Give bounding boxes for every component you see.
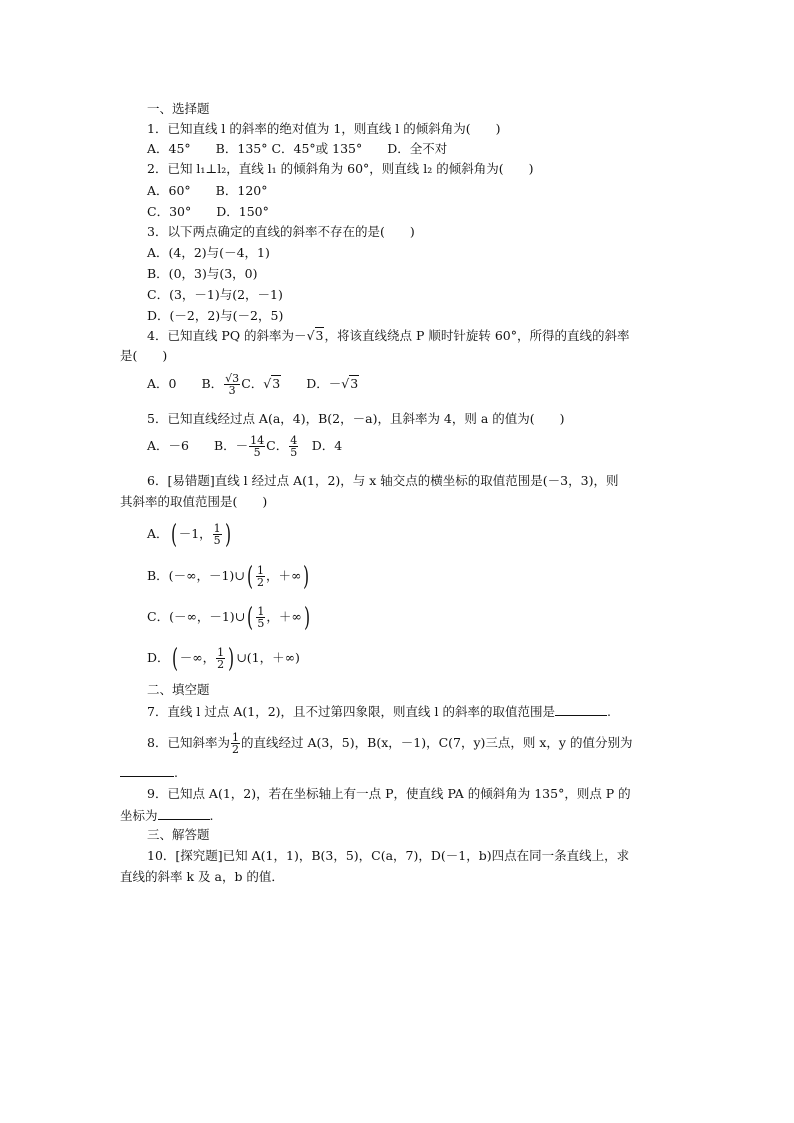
q6-stem-line1: 6．[易错题]直线 l 经过点 A(1，2)，与 x 轴交点的横坐标的取值范围是(－3，3)，则 (147, 473, 619, 488)
q4-sqrt: √3 (306, 328, 324, 343)
q6-option-c-lparen: ( (247, 602, 254, 633)
q4-sqrt-c-radicand: 3 (272, 376, 281, 391)
q6-option-c-post: ，＋∞ (266, 609, 302, 624)
q4-stem-post: ，将该直线绕点 P 顺时针旋转 60°，所得的直线的斜率 (324, 328, 630, 343)
q4-sqrt-c: √3 (263, 376, 281, 391)
q6-option-b-post: ，＋∞ (265, 568, 302, 583)
q5-option-d: D．4 (299, 438, 343, 453)
q6-option-a-label: A． (147, 526, 169, 541)
q5-fraction-c-den: 5 (290, 446, 298, 459)
q8-post: 的直线经过 A(3，5)，B(x，－1)，C(7，y)三点，则 x，y 的值分别为 (240, 735, 633, 750)
q6-option-a-inner: －1， (178, 526, 212, 541)
q6-option-c-den: 5 (257, 617, 265, 630)
q6-option-d-fraction (216, 647, 225, 670)
q4-option-c: C． (241, 376, 264, 391)
q8-line2 (120, 764, 178, 781)
q6-option-d-lparen: ( (171, 643, 178, 674)
q6-option-a-num: 1 (213, 522, 221, 535)
q6-option-b-rparen: ) (303, 561, 310, 592)
q7-end: . (607, 704, 611, 719)
q10-stem-line1: 10．[探究题]已知 A(1，1)，B(3，5)，C(a，7)，D(－1，b)四点在同一条直线上，求 (147, 848, 630, 863)
q5-fraction-b (249, 435, 265, 458)
q4-stem-line2: 是( ) (120, 348, 168, 363)
q8-end: . (174, 765, 178, 780)
q8-fraction-num: 1 (231, 731, 239, 744)
q8-fraction (231, 732, 240, 755)
q5-fraction-b-num: 14 (250, 434, 265, 447)
q9-stem: 9．已知点 A(1，2)，若在坐标轴上有一点 P，使直线 PA 的倾斜角为 135°，则点 P 的 (147, 786, 631, 801)
q4-sqrt-d: √3 (341, 376, 359, 391)
section-heading-fill: 二、填空题 (147, 682, 210, 697)
q6-option-a-fraction (213, 523, 222, 546)
q2-options-cd: C．30° D．150° (147, 204, 269, 219)
q6-option-d-den: 2 (217, 658, 225, 671)
q4-sqrt-radicand: 3 (315, 328, 324, 343)
q6-option-b-label: B．(－∞，－1)∪ (147, 568, 245, 583)
q9-line2-text: 坐标为 (120, 808, 158, 823)
q4-sqrt-d-radicand: 3 (350, 376, 359, 391)
q1-options: A．45° B．135° C．45°或 135° D．全不对 (147, 141, 448, 156)
section-heading-solve: 三、解答题 (147, 827, 210, 842)
q6-option-a (147, 521, 233, 548)
q4-fraction-den: 3 (228, 384, 236, 397)
q5-stem: 5．已知直线经过点 A(a，4)，B(2，－a)，且斜率为 4，则 a 的值为( ) (147, 411, 565, 426)
q6-option-d-post: ∪(1，＋∞) (236, 650, 300, 665)
q9-answer-blank[interactable] (158, 807, 210, 820)
q6-option-b (147, 563, 312, 590)
q4-stem (147, 328, 629, 344)
q8-pre: 8．已知斜率为 (147, 735, 230, 750)
q6-option-a-den: 5 (213, 534, 221, 547)
q6-option-c-fraction (256, 606, 265, 629)
q6-option-b-fraction (256, 565, 265, 588)
q9-line2 (120, 807, 214, 824)
q6-option-d-rparen: ) (228, 643, 235, 674)
q6-option-d-label: D． (147, 650, 170, 665)
q6-option-c-rparen: ) (303, 602, 310, 633)
q6-stem-line2: 其斜率的取值范围是( ) (120, 494, 268, 509)
q3-option-d: D．(－2，2)与(－2，5) (147, 308, 284, 323)
q6-option-b-den: 2 (256, 576, 264, 589)
q6-option-b-num: 1 (256, 564, 264, 577)
q8-fraction-den: 2 (231, 743, 239, 756)
q6-option-b-lparen: ( (246, 561, 253, 592)
q6-option-d-num: 1 (217, 646, 225, 659)
q6-option-d (147, 645, 300, 672)
q9-end: . (209, 808, 214, 823)
q4-option-ab: A．0 B． (147, 376, 224, 391)
q4-option-d: D．－ (281, 376, 342, 391)
q5-options (147, 434, 342, 458)
q3-option-b: B．(0，3)与(3，0) (147, 266, 258, 281)
q2-stem: 2．已知 l₁⊥l₂，直线 l₁ 的倾斜角为 60°，则直线 l₂ 的倾斜角为( ) (147, 161, 534, 176)
q4-fraction-b (224, 373, 240, 396)
q6-option-d-inner: －∞， (179, 650, 216, 665)
q2-options-ab: A．60° B．120° (147, 183, 268, 198)
q1-stem: 1．已知直线 l 的斜率的绝对值为 1，则直线 l 的倾斜角为( ) (147, 121, 501, 136)
q6-option-a-lparen: ( (170, 519, 177, 550)
q7-line (147, 703, 611, 720)
q6-option-c-num: 1 (257, 605, 265, 618)
q4-options (147, 372, 359, 396)
q5-option-ab: A．－6 B．－ (147, 438, 249, 453)
q3-option-a: A．(4，2)与(－4，1) (147, 245, 270, 260)
q6-option-c (147, 604, 312, 631)
q10-stem-line2: 直线的斜率 k 及 a，b 的值． (120, 869, 284, 884)
q4-stem-pre: 4．已知直线 PQ 的斜率为－ (147, 328, 307, 343)
q6-option-c-label: C．(－∞，－1)∪ (147, 609, 246, 624)
section-heading-choice: 一、选择题 (147, 101, 210, 116)
q5-fraction-c-num: 4 (290, 434, 298, 447)
q8-answer-blank[interactable] (120, 764, 174, 777)
q7-stem: 7．直线 l 过点 A(1，2)，且不过第四象限，则直线 l 的斜率的取值范围是 (147, 704, 556, 719)
q4-fraction-num: √3 (225, 372, 240, 385)
q8-line (147, 731, 632, 755)
q5-fraction-b-den: 5 (253, 446, 261, 459)
q5-fraction-c (289, 435, 298, 458)
q5-option-c: C． (266, 438, 289, 453)
q7-answer-blank[interactable] (555, 703, 607, 716)
q3-stem: 3．以下两点确定的直线的斜率不存在的是( ) (147, 224, 415, 239)
q6-option-a-rparen: ) (224, 519, 231, 550)
q3-option-c: C．(3，－1)与(2，－1) (147, 287, 283, 302)
